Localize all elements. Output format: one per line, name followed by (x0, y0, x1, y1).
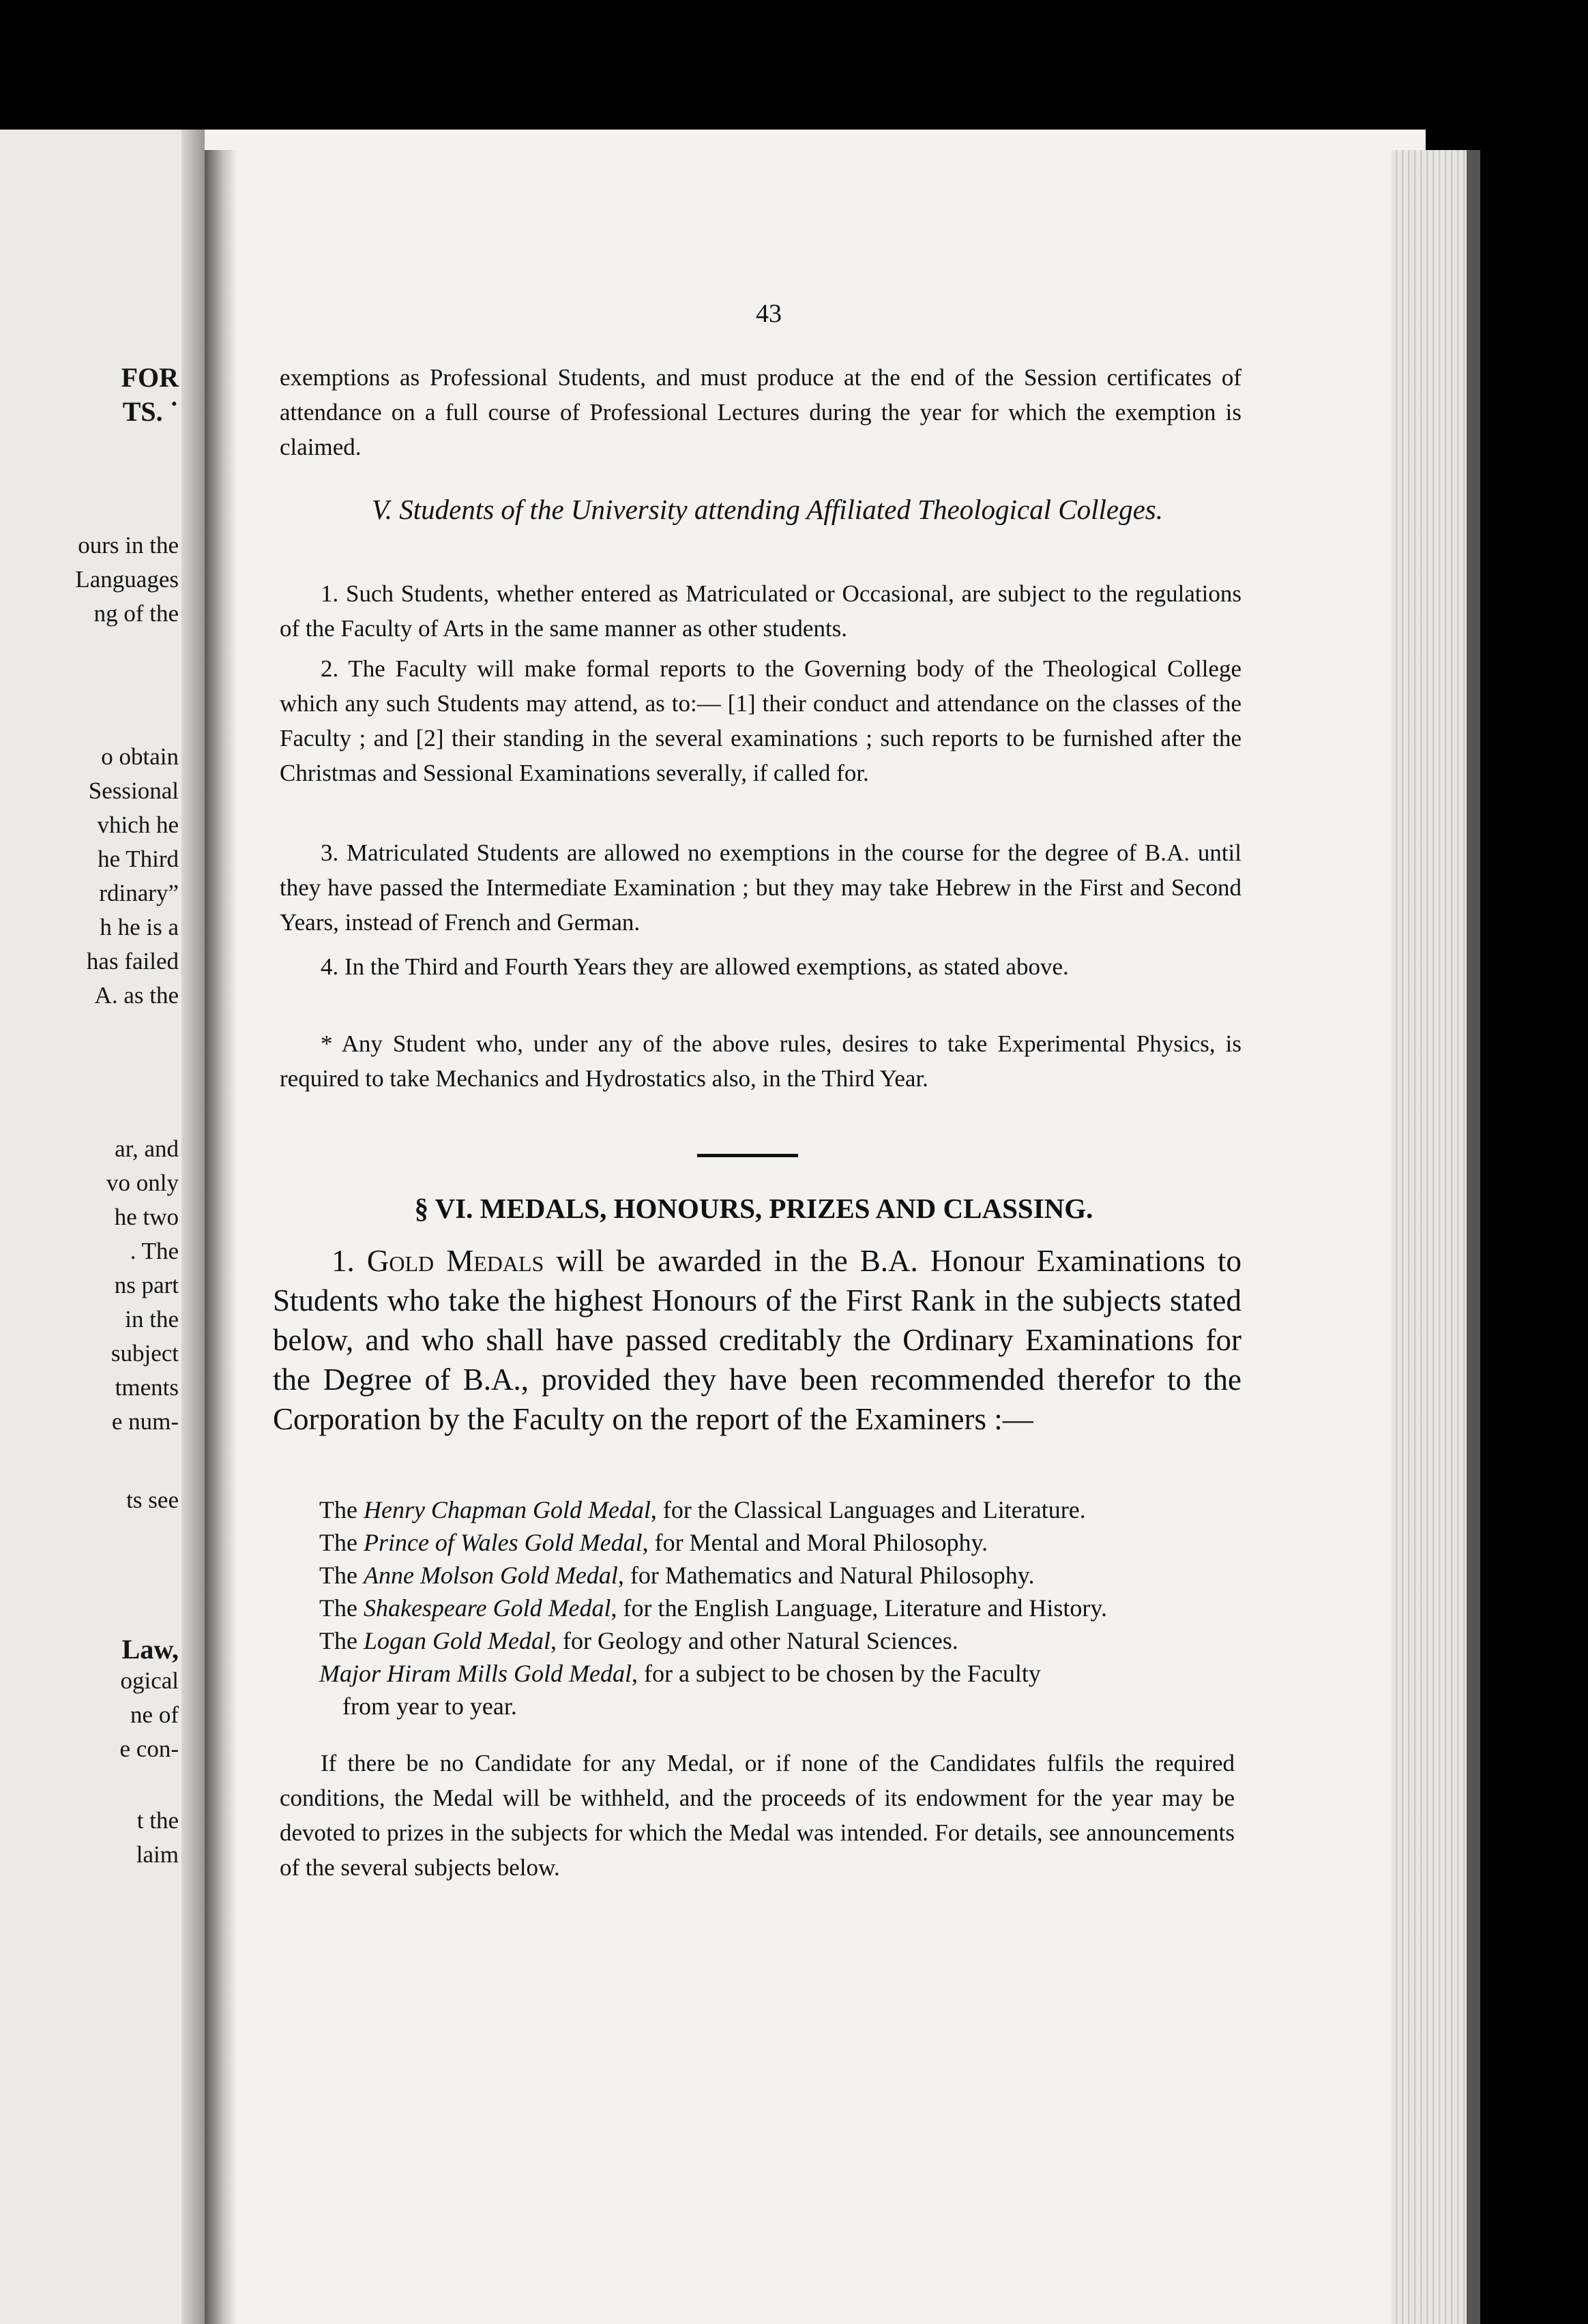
left-page-line: tments (115, 1374, 179, 1401)
intro-paragraph: exemptions as Professional Students, and must produce at the end of the Session certificates of attendance on a full course of Professional Lectures during the year for which the exemption is claimed. (280, 364, 1241, 460)
section-v-heading: V. Students of the University attending Affiliated Theological Colleges. (371, 494, 1164, 525)
medal-prefix: The (319, 1627, 364, 1654)
section-v-paragraph-3: 3. Matriculated Students are allowed no exemptions in the course for the degree of B.A. until they have passed the Intermediate Examination ; but they may take Hebrew in the First and Second Years, instead of French and German. (280, 839, 1241, 936)
page-stack-edge (1392, 150, 1467, 2324)
medal-subject: , for Mathematics and Natural Philosophy. (617, 1562, 1035, 1589)
left-page-line: t the (136, 1807, 179, 1834)
medal-name: Logan Gold Medal (363, 1627, 550, 1654)
left-page-line: subject (111, 1340, 179, 1367)
left-page-line: in the (125, 1306, 179, 1332)
left-page-line: ogical (120, 1667, 179, 1694)
left-page-line: . The (130, 1238, 179, 1264)
left-page-line: h he is a (100, 914, 179, 940)
left-page-line: he two (114, 1204, 179, 1230)
medal-item (319, 1657, 1247, 1690)
page-stack-shadow (1467, 150, 1480, 2324)
medal-prefix: The (319, 1496, 364, 1523)
medal-name: Anne Molson Gold Medal (363, 1562, 618, 1589)
left-page-line: ours in the (78, 532, 179, 558)
medal-prefix: The (319, 1529, 364, 1556)
left-page-line: has failed (86, 948, 179, 974)
medal-item (319, 1592, 1247, 1624)
left-page-line: vo only (106, 1170, 179, 1196)
medal-list (319, 1493, 1247, 1723)
medal-item (319, 1624, 1247, 1657)
left-page-line: laim (136, 1841, 179, 1868)
gold-medals-text: will be awarded in the B.A. Honour Examinations to Students who take the highest Honours of the First Rank in the subjects stated below, and who shall have passed creditably the Ordinary Examinations for the Degree of B.A., provided they have been recommended therefor to the Corporation by the Faculty on the report of the Examiners :— (273, 1244, 1242, 1436)
section-v-paragraph-2: 2. The Faculty will make formal reports to the Governing body of the Theological College which any such Students may attend, as to:— [1] their conduct and attendance on the classes of the Faculty ; and [2] their standing in the several examinations ; such reports to be furnished after the Christmas and Sessional Examinations severally, if called for. (280, 655, 1241, 786)
section-v-footnote: * Any Student who, under any of the above rules, desires to take Experimental Physics, is required to take Mechanics and Hydrostatics also, in the Third Year. (280, 1030, 1241, 1092)
left-page-line: ns part (114, 1272, 179, 1298)
gold-medals-label: Gold Medals (366, 1244, 544, 1278)
medal-item-continuation: from year to year. (342, 1693, 517, 1720)
medal-name: Major Hiram Mills Gold Medal (319, 1660, 632, 1687)
medal-subject: , for Mental and Moral Philosophy. (642, 1529, 988, 1556)
closing-paragraph: If there be no Candidate for any Medal, or if none of the Candidates fulfils the required conditions, the Medal will be withheld, and the proceeds of its endowment for the year may be devoted to prizes in the subjects for which the Medal was intended. For details, see announcements of the several subjects below. (280, 1750, 1235, 1881)
left-page-line: o obtain (101, 743, 179, 770)
left-page-line: ts see (126, 1487, 179, 1513)
medal-subject: , for a subject to be chosen by the Faculty (631, 1660, 1041, 1687)
medal-name: Shakespeare Gold Medal (363, 1594, 611, 1622)
medal-prefix: The (319, 1594, 364, 1622)
medal-item (319, 1493, 1247, 1526)
medal-prefix: The (319, 1562, 364, 1589)
section-divider-rule (697, 1154, 798, 1157)
left-page-line: ne of (130, 1701, 179, 1728)
gold-medals-prefix: 1. (332, 1244, 355, 1278)
section-v-paragraph-4: 4. In the Third and Fourth Years they are allowed exemptions, as stated above. (321, 953, 1069, 980)
left-page-line: Sessional (88, 777, 179, 804)
medal-item (319, 1526, 1247, 1559)
page-number: 43 (756, 299, 782, 328)
left-page-line: e con- (119, 1735, 179, 1762)
section-vi-heading: § VI. MEDALS, HONOURS, PRIZES AND CLASSING. (414, 1193, 1093, 1224)
left-page-gutter (181, 130, 205, 2324)
medal-name: Henry Chapman Gold Medal (363, 1496, 651, 1523)
medal-subject: , for the Classical Languages and Literature. (650, 1496, 1086, 1523)
left-page-line: Law, (121, 1634, 179, 1665)
section-v-paragraph-1: 1. Such Students, whether entered as Matriculated or Occasional, are subject to the regulations of the Faculty of Arts in the same manner as other students. (280, 580, 1241, 642)
left-page-line: ng of the (93, 600, 179, 627)
left-page-line: vhich he (97, 811, 179, 838)
left-page-line: Languages (75, 566, 179, 593)
left-page-line: TS. ˙ (122, 396, 179, 427)
medal-subject: , for Geology and other Natural Sciences. (550, 1627, 958, 1654)
medal-name: Prince of Wales Gold Medal (363, 1529, 643, 1556)
left-page-line: A. as the (94, 982, 179, 1009)
left-page-line: e num- (111, 1408, 179, 1435)
left-page-line: FOR (121, 362, 179, 393)
left-page-line: rdinary” (99, 880, 179, 906)
right-page-gutter (205, 150, 237, 2324)
left-page-line: ar, and (115, 1135, 179, 1162)
medal-subject: , for the English Language, Literature and History. (611, 1594, 1107, 1622)
left-page-line: he Third (98, 846, 179, 872)
gold-medals-paragraph (273, 1241, 1241, 1439)
medal-item (319, 1559, 1247, 1592)
